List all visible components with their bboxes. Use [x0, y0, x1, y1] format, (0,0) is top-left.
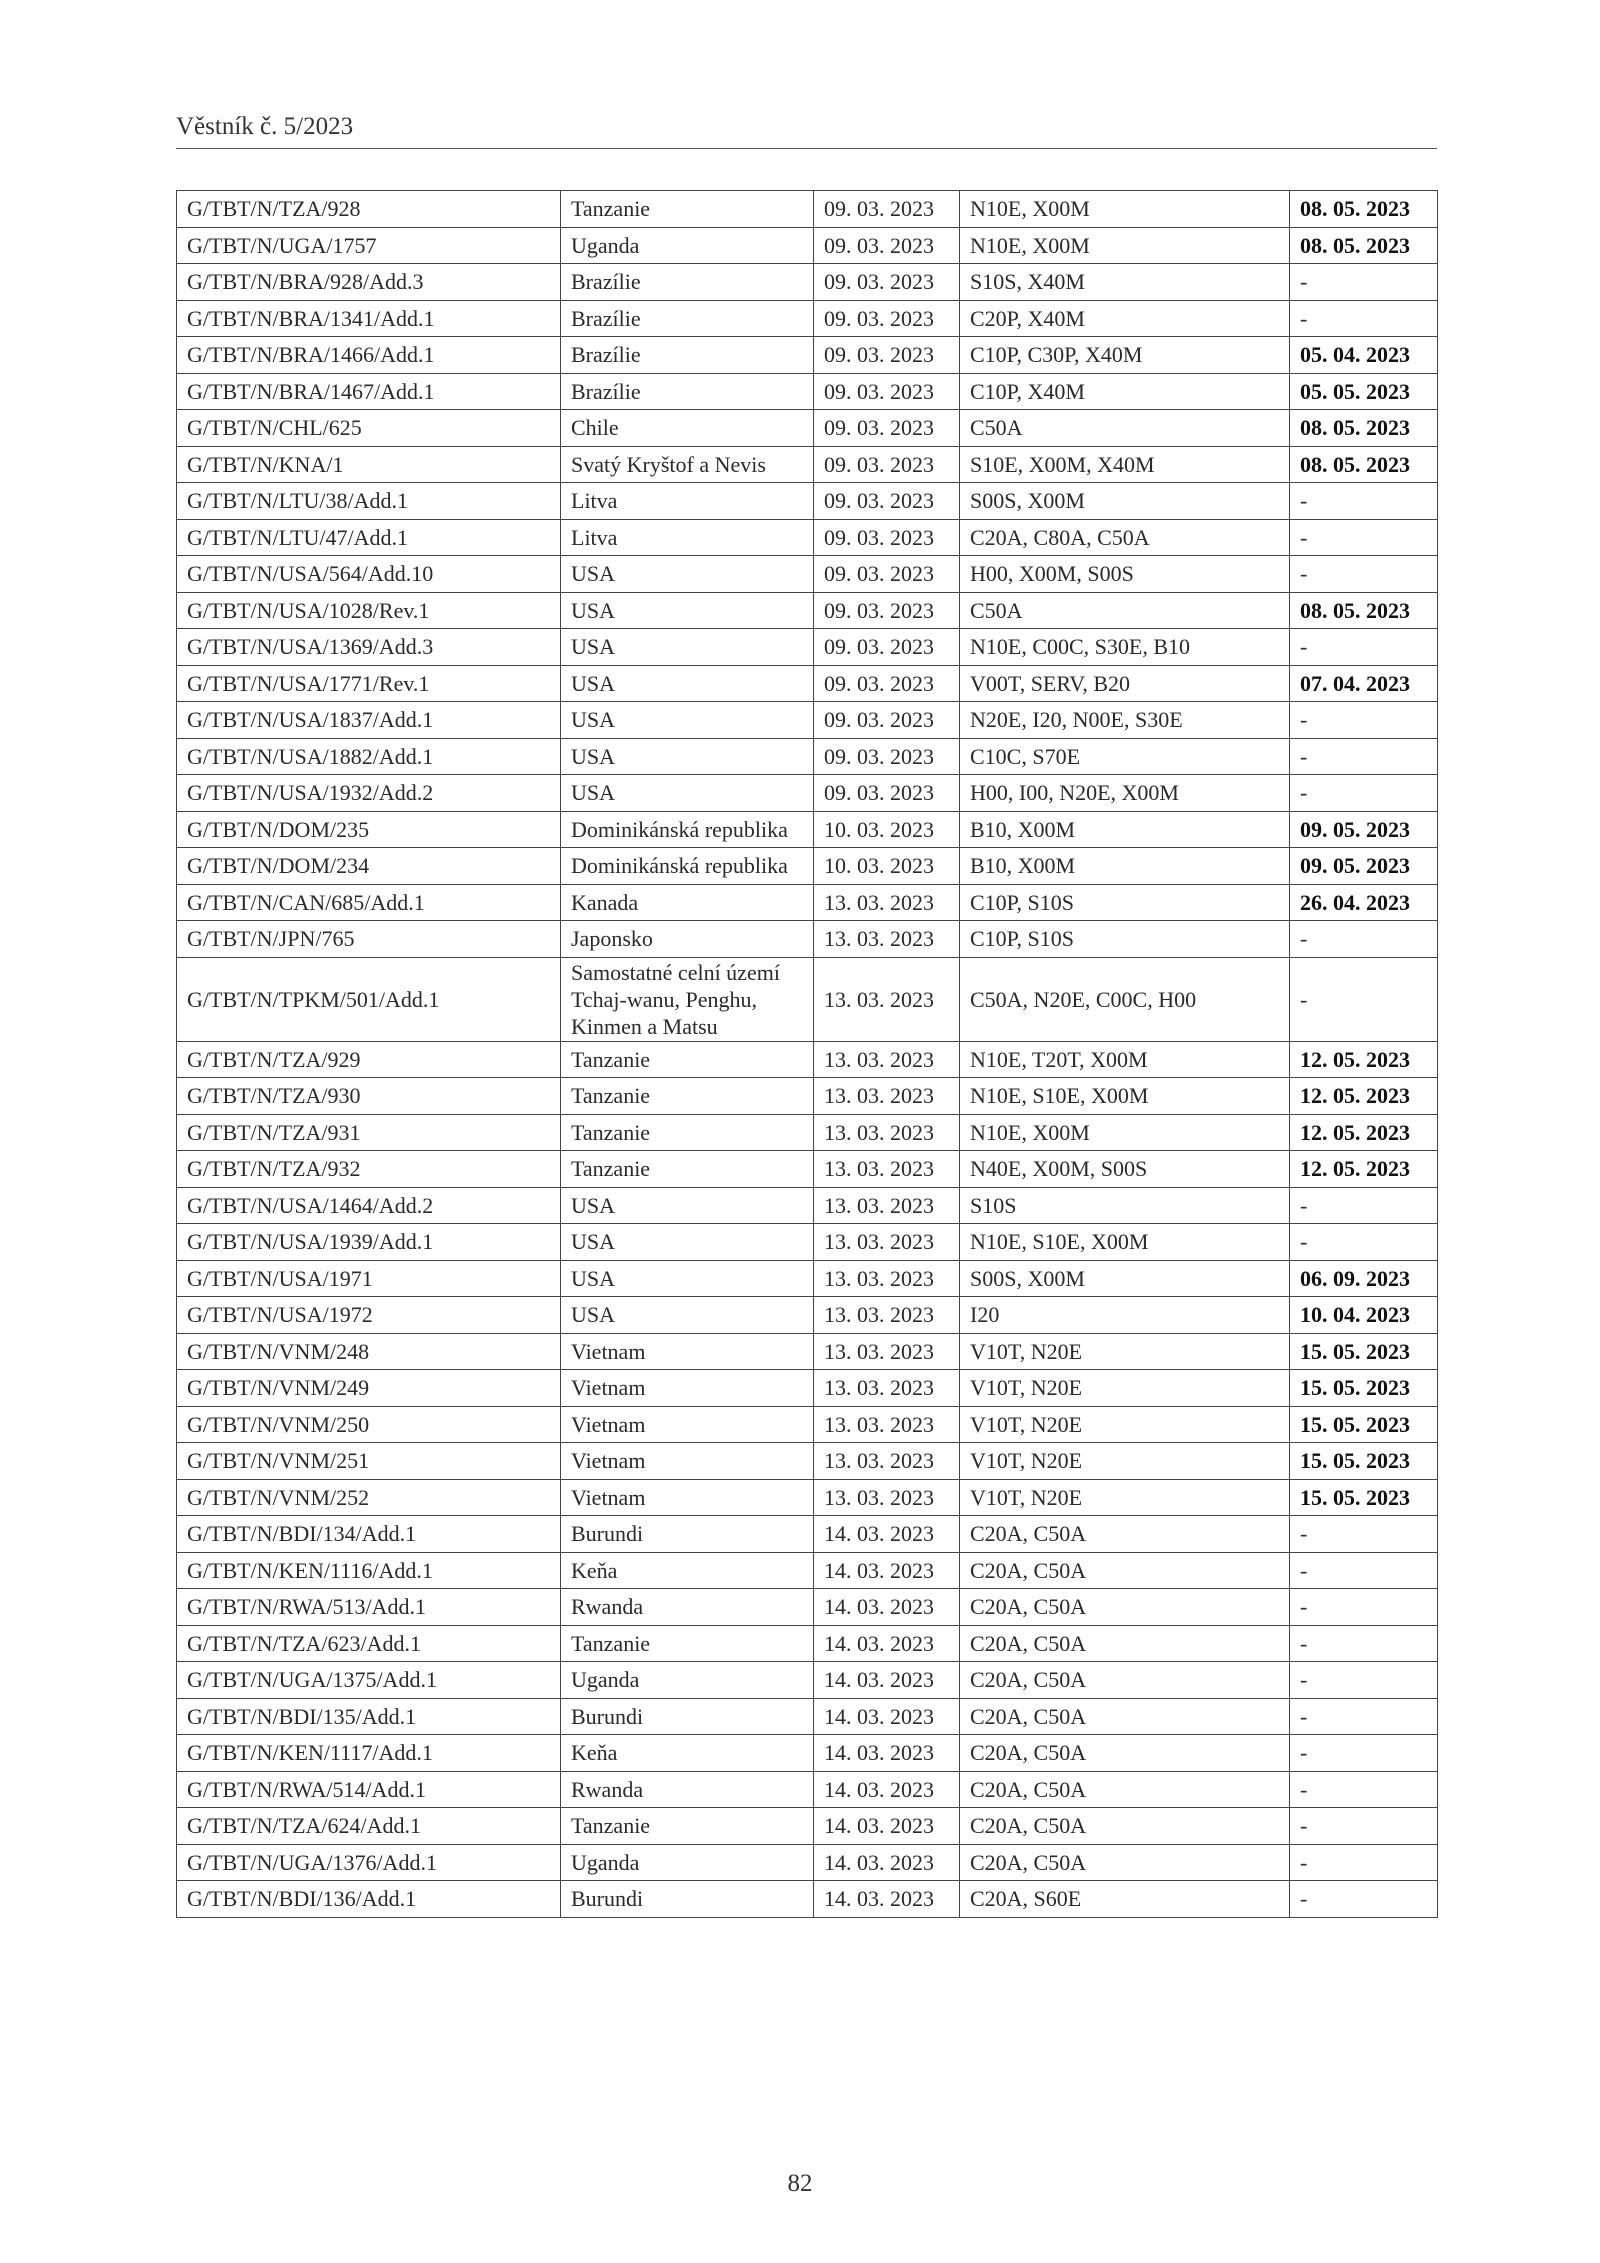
notification-ref-cell: G/TBT/N/BRA/928/Add.3: [177, 264, 561, 301]
notification-ref-cell: G/TBT/N/CHL/625: [177, 410, 561, 447]
country-cell: Vietnam: [561, 1443, 814, 1480]
country-cell: USA: [561, 592, 814, 629]
deadline-cell: 12. 05. 2023: [1290, 1078, 1438, 1115]
codes-cell: C20A, C50A: [960, 1589, 1290, 1626]
notification-ref-cell: G/TBT/N/USA/1882/Add.1: [177, 738, 561, 775]
country-cell: Vietnam: [561, 1370, 814, 1407]
notifications-table: [176, 190, 1438, 1918]
deadline-cell: 15. 05. 2023: [1290, 1443, 1438, 1480]
table-row: [177, 629, 1438, 666]
date-cell: 14. 03. 2023: [814, 1516, 960, 1553]
notification-ref-cell: G/TBT/N/BDI/135/Add.1: [177, 1698, 561, 1735]
date-cell: 14. 03. 2023: [814, 1735, 960, 1772]
country-cell: USA: [561, 629, 814, 666]
country-cell: Dominikánská republika: [561, 811, 814, 848]
country-cell: USA: [561, 738, 814, 775]
notification-ref-cell: G/TBT/N/TZA/929: [177, 1041, 561, 1078]
notification-ref-cell: G/TBT/N/USA/564/Add.10: [177, 556, 561, 593]
date-cell: 09. 03. 2023: [814, 373, 960, 410]
codes-cell: C50A, N20E, C00C, H00: [960, 957, 1290, 1041]
codes-cell: C20A, C50A: [960, 1516, 1290, 1553]
table-row: [177, 1297, 1438, 1334]
date-cell: 13. 03. 2023: [814, 1333, 960, 1370]
table-row: [177, 921, 1438, 958]
country-cell: Rwanda: [561, 1589, 814, 1626]
codes-cell: C10P, C30P, X40M: [960, 337, 1290, 374]
notification-ref-cell: G/TBT/N/TZA/932: [177, 1151, 561, 1188]
notification-ref-cell: G/TBT/N/USA/1464/Add.2: [177, 1187, 561, 1224]
codes-cell: V10T, N20E: [960, 1406, 1290, 1443]
country-cell: USA: [561, 1260, 814, 1297]
table-row: [177, 1516, 1438, 1553]
table-row: [177, 1698, 1438, 1735]
country-cell: Vietnam: [561, 1479, 814, 1516]
deadline-cell: -: [1290, 483, 1438, 520]
deadline-cell: -: [1290, 1735, 1438, 1772]
notification-ref-cell: G/TBT/N/USA/1028/Rev.1: [177, 592, 561, 629]
notification-ref-cell: G/TBT/N/KEN/1117/Add.1: [177, 1735, 561, 1772]
table-row: [177, 1114, 1438, 1151]
deadline-cell: -: [1290, 738, 1438, 775]
codes-cell: N10E, S10E, X00M: [960, 1078, 1290, 1115]
country-cell: Tanzanie: [561, 1041, 814, 1078]
deadline-cell: -: [1290, 264, 1438, 301]
table-row: [177, 519, 1438, 556]
date-cell: 14. 03. 2023: [814, 1881, 960, 1918]
country-cell: Tanzanie: [561, 191, 814, 228]
codes-cell: V10T, N20E: [960, 1370, 1290, 1407]
date-cell: 09. 03. 2023: [814, 665, 960, 702]
notification-ref-cell: G/TBT/N/VNM/251: [177, 1443, 561, 1480]
country-cell: Kanada: [561, 884, 814, 921]
codes-cell: N10E, X00M: [960, 227, 1290, 264]
table-row: [177, 1260, 1438, 1297]
table-row: [177, 1443, 1438, 1480]
notifications-table-body: [177, 191, 1438, 1918]
table-row: [177, 848, 1438, 885]
table-row: [177, 1771, 1438, 1808]
codes-cell: C10C, S70E: [960, 738, 1290, 775]
codes-cell: C10P, S10S: [960, 921, 1290, 958]
deadline-cell: 09. 05. 2023: [1290, 811, 1438, 848]
date-cell: 13. 03. 2023: [814, 1114, 960, 1151]
deadline-cell: 08. 05. 2023: [1290, 410, 1438, 447]
date-cell: 13. 03. 2023: [814, 957, 960, 1041]
deadline-cell: 12. 05. 2023: [1290, 1114, 1438, 1151]
deadline-cell: -: [1290, 1771, 1438, 1808]
country-cell: USA: [561, 1297, 814, 1334]
table-row: [177, 1151, 1438, 1188]
codes-cell: V10T, N20E: [960, 1333, 1290, 1370]
deadline-cell: 26. 04. 2023: [1290, 884, 1438, 921]
deadline-cell: -: [1290, 1589, 1438, 1626]
notification-ref-cell: G/TBT/N/TZA/623/Add.1: [177, 1625, 561, 1662]
date-cell: 10. 03. 2023: [814, 811, 960, 848]
notification-ref-cell: G/TBT/N/DOM/235: [177, 811, 561, 848]
codes-cell: B10, X00M: [960, 848, 1290, 885]
table-row: [177, 264, 1438, 301]
table-row: [177, 1041, 1438, 1078]
date-cell: 13. 03. 2023: [814, 1151, 960, 1188]
table-row: [177, 1808, 1438, 1845]
notification-ref-cell: G/TBT/N/UGA/1757: [177, 227, 561, 264]
page-header: [176, 112, 1437, 149]
date-cell: 09. 03. 2023: [814, 519, 960, 556]
country-cell: Burundi: [561, 1516, 814, 1553]
table-row: [177, 738, 1438, 775]
table-row: [177, 227, 1438, 264]
country-cell: Litva: [561, 483, 814, 520]
country-cell: Brazílie: [561, 373, 814, 410]
deadline-cell: -: [1290, 300, 1438, 337]
country-cell: Uganda: [561, 1844, 814, 1881]
notification-ref-cell: G/TBT/N/BRA/1467/Add.1: [177, 373, 561, 410]
date-cell: 14. 03. 2023: [814, 1844, 960, 1881]
codes-cell: C20A, C50A: [960, 1735, 1290, 1772]
notification-ref-cell: G/TBT/N/VNM/250: [177, 1406, 561, 1443]
date-cell: 09. 03. 2023: [814, 300, 960, 337]
deadline-cell: 06. 09. 2023: [1290, 1260, 1438, 1297]
country-cell: USA: [561, 702, 814, 739]
date-cell: 09. 03. 2023: [814, 446, 960, 483]
table-row: [177, 1589, 1438, 1626]
notification-ref-cell: G/TBT/N/USA/1972: [177, 1297, 561, 1334]
notification-ref-cell: G/TBT/N/BDI/136/Add.1: [177, 1881, 561, 1918]
notification-ref-cell: G/TBT/N/UGA/1375/Add.1: [177, 1662, 561, 1699]
notification-ref-cell: G/TBT/N/DOM/234: [177, 848, 561, 885]
date-cell: 13. 03. 2023: [814, 1078, 960, 1115]
table-row: [177, 811, 1438, 848]
country-cell: USA: [561, 556, 814, 593]
codes-cell: C20A, C50A: [960, 1698, 1290, 1735]
table-row: [177, 665, 1438, 702]
codes-cell: S10S, X40M: [960, 264, 1290, 301]
date-cell: 13. 03. 2023: [814, 884, 960, 921]
date-cell: 09. 03. 2023: [814, 337, 960, 374]
country-cell: Brazílie: [561, 337, 814, 374]
date-cell: 09. 03. 2023: [814, 775, 960, 812]
date-cell: 09. 03. 2023: [814, 410, 960, 447]
codes-cell: C20A, C50A: [960, 1662, 1290, 1699]
date-cell: 14. 03. 2023: [814, 1552, 960, 1589]
notification-ref-cell: G/TBT/N/VNM/248: [177, 1333, 561, 1370]
date-cell: 14. 03. 2023: [814, 1698, 960, 1735]
codes-cell: I20: [960, 1297, 1290, 1334]
table-row: [177, 1552, 1438, 1589]
table-row: [177, 410, 1438, 447]
notification-ref-cell: G/TBT/N/RWA/513/Add.1: [177, 1589, 561, 1626]
date-cell: 14. 03. 2023: [814, 1625, 960, 1662]
country-cell: Tanzanie: [561, 1625, 814, 1662]
table-row: [177, 1881, 1438, 1918]
notification-ref-cell: G/TBT/N/UGA/1376/Add.1: [177, 1844, 561, 1881]
deadline-cell: 09. 05. 2023: [1290, 848, 1438, 885]
codes-cell: H00, I00, N20E, X00M: [960, 775, 1290, 812]
codes-cell: V10T, N20E: [960, 1479, 1290, 1516]
table-row: [177, 592, 1438, 629]
codes-cell: C10P, X40M: [960, 373, 1290, 410]
table-row: [177, 373, 1438, 410]
date-cell: 09. 03. 2023: [814, 556, 960, 593]
deadline-cell: -: [1290, 1552, 1438, 1589]
country-cell: Keňa: [561, 1552, 814, 1589]
deadline-cell: 10. 04. 2023: [1290, 1297, 1438, 1334]
table-row: [177, 1844, 1438, 1881]
codes-cell: N10E, T20T, X00M: [960, 1041, 1290, 1078]
codes-cell: N10E, C00C, S30E, B10: [960, 629, 1290, 666]
notification-ref-cell: G/TBT/N/TZA/928: [177, 191, 561, 228]
table-row: [177, 1625, 1438, 1662]
country-cell: Vietnam: [561, 1333, 814, 1370]
table-row: [177, 1735, 1438, 1772]
date-cell: 09. 03. 2023: [814, 592, 960, 629]
table-row: [177, 446, 1438, 483]
deadline-cell: 15. 05. 2023: [1290, 1333, 1438, 1370]
country-cell: Tanzanie: [561, 1151, 814, 1188]
date-cell: 13. 03. 2023: [814, 1443, 960, 1480]
notification-ref-cell: G/TBT/N/VNM/252: [177, 1479, 561, 1516]
deadline-cell: -: [1290, 1844, 1438, 1881]
date-cell: 14. 03. 2023: [814, 1771, 960, 1808]
country-cell: Uganda: [561, 227, 814, 264]
notification-ref-cell: G/TBT/N/RWA/514/Add.1: [177, 1771, 561, 1808]
notification-ref-cell: G/TBT/N/BRA/1341/Add.1: [177, 300, 561, 337]
date-cell: 09. 03. 2023: [814, 191, 960, 228]
country-cell: Dominikánská republika: [561, 848, 814, 885]
notification-ref-cell: G/TBT/N/VNM/249: [177, 1370, 561, 1407]
country-cell: Tanzanie: [561, 1808, 814, 1845]
codes-cell: S10S: [960, 1187, 1290, 1224]
notification-ref-cell: G/TBT/N/BRA/1466/Add.1: [177, 337, 561, 374]
codes-cell: C50A: [960, 592, 1290, 629]
codes-cell: C20A, C50A: [960, 1552, 1290, 1589]
date-cell: 13. 03. 2023: [814, 1224, 960, 1261]
codes-cell: C20A, C80A, C50A: [960, 519, 1290, 556]
country-cell: Japonsko: [561, 921, 814, 958]
table-row: [177, 1078, 1438, 1115]
notification-ref-cell: G/TBT/N/LTU/38/Add.1: [177, 483, 561, 520]
notification-ref-cell: G/TBT/N/USA/1771/Rev.1: [177, 665, 561, 702]
date-cell: 13. 03. 2023: [814, 1370, 960, 1407]
table-row: [177, 300, 1438, 337]
date-cell: 09. 03. 2023: [814, 702, 960, 739]
table-row: [177, 1224, 1438, 1261]
date-cell: 13. 03. 2023: [814, 1479, 960, 1516]
notification-ref-cell: G/TBT/N/USA/1932/Add.2: [177, 775, 561, 812]
deadline-cell: -: [1290, 702, 1438, 739]
codes-cell: N10E, S10E, X00M: [960, 1224, 1290, 1261]
date-cell: 09. 03. 2023: [814, 264, 960, 301]
notification-ref-cell: G/TBT/N/JPN/765: [177, 921, 561, 958]
table-row: [177, 337, 1438, 374]
notification-ref-cell: G/TBT/N/TPKM/501/Add.1: [177, 957, 561, 1041]
codes-cell: C50A: [960, 410, 1290, 447]
codes-cell: B10, X00M: [960, 811, 1290, 848]
date-cell: 13. 03. 2023: [814, 1297, 960, 1334]
table-row: [177, 1406, 1438, 1443]
deadline-cell: -: [1290, 921, 1438, 958]
deadline-cell: -: [1290, 1808, 1438, 1845]
codes-cell: C20P, X40M: [960, 300, 1290, 337]
country-cell: Chile: [561, 410, 814, 447]
codes-cell: H00, X00M, S00S: [960, 556, 1290, 593]
deadline-cell: -: [1290, 1662, 1438, 1699]
notification-ref-cell: G/TBT/N/LTU/47/Add.1: [177, 519, 561, 556]
table-row: [177, 1479, 1438, 1516]
table-row: [177, 483, 1438, 520]
country-cell: Tanzanie: [561, 1078, 814, 1115]
date-cell: 13. 03. 2023: [814, 1187, 960, 1224]
table-row: [177, 957, 1438, 1041]
deadline-cell: 05. 05. 2023: [1290, 373, 1438, 410]
table-row: [177, 702, 1438, 739]
codes-cell: N10E, X00M: [960, 191, 1290, 228]
notification-ref-cell: G/TBT/N/USA/1971: [177, 1260, 561, 1297]
date-cell: 10. 03. 2023: [814, 848, 960, 885]
deadline-cell: -: [1290, 556, 1438, 593]
codes-cell: N20E, I20, N00E, S30E: [960, 702, 1290, 739]
deadline-cell: 15. 05. 2023: [1290, 1406, 1438, 1443]
date-cell: 09. 03. 2023: [814, 629, 960, 666]
codes-cell: N40E, X00M, S00S: [960, 1151, 1290, 1188]
deadline-cell: 12. 05. 2023: [1290, 1041, 1438, 1078]
codes-cell: S00S, X00M: [960, 483, 1290, 520]
date-cell: 14. 03. 2023: [814, 1589, 960, 1626]
deadline-cell: -: [1290, 1698, 1438, 1735]
country-cell: USA: [561, 1224, 814, 1261]
country-cell: Keňa: [561, 1735, 814, 1772]
country-cell: Brazílie: [561, 300, 814, 337]
notification-ref-cell: G/TBT/N/TZA/624/Add.1: [177, 1808, 561, 1845]
table-row: [177, 884, 1438, 921]
codes-cell: C10P, S10S: [960, 884, 1290, 921]
date-cell: 13. 03. 2023: [814, 1260, 960, 1297]
country-cell: Samostatné celní území Tchaj-wanu, Penghu, Kinmen a Matsu: [561, 957, 814, 1041]
table-row: [177, 191, 1438, 228]
notification-ref-cell: G/TBT/N/KEN/1116/Add.1: [177, 1552, 561, 1589]
deadline-cell: 12. 05. 2023: [1290, 1151, 1438, 1188]
table-row: [177, 775, 1438, 812]
country-cell: Burundi: [561, 1698, 814, 1735]
date-cell: 13. 03. 2023: [814, 1041, 960, 1078]
deadline-cell: 07. 04. 2023: [1290, 665, 1438, 702]
deadline-cell: -: [1290, 1516, 1438, 1553]
notification-ref-cell: G/TBT/N/TZA/930: [177, 1078, 561, 1115]
deadline-cell: -: [1290, 1187, 1438, 1224]
date-cell: 14. 03. 2023: [814, 1808, 960, 1845]
country-cell: Tanzanie: [561, 1114, 814, 1151]
deadline-cell: -: [1290, 775, 1438, 812]
codes-cell: S10E, X00M, X40M: [960, 446, 1290, 483]
deadline-cell: -: [1290, 1625, 1438, 1662]
table-row: [177, 1370, 1438, 1407]
country-cell: USA: [561, 1187, 814, 1224]
deadline-cell: -: [1290, 629, 1438, 666]
codes-cell: C20A, C50A: [960, 1808, 1290, 1845]
country-cell: USA: [561, 775, 814, 812]
deadline-cell: 08. 05. 2023: [1290, 446, 1438, 483]
notification-ref-cell: G/TBT/N/TZA/931: [177, 1114, 561, 1151]
table-row: [177, 556, 1438, 593]
codes-cell: C20A, C50A: [960, 1844, 1290, 1881]
deadline-cell: -: [1290, 1881, 1438, 1918]
date-cell: 14. 03. 2023: [814, 1662, 960, 1699]
table-row: [177, 1333, 1438, 1370]
deadline-cell: -: [1290, 519, 1438, 556]
country-cell: Brazílie: [561, 264, 814, 301]
deadline-cell: 08. 05. 2023: [1290, 227, 1438, 264]
country-cell: Uganda: [561, 1662, 814, 1699]
notification-ref-cell: G/TBT/N/USA/1369/Add.3: [177, 629, 561, 666]
country-cell: Svatý Kryštof a Nevis: [561, 446, 814, 483]
notification-ref-cell: G/TBT/N/USA/1939/Add.1: [177, 1224, 561, 1261]
codes-cell: V10T, N20E: [960, 1443, 1290, 1480]
codes-cell: C20A, C50A: [960, 1625, 1290, 1662]
notification-ref-cell: G/TBT/N/USA/1837/Add.1: [177, 702, 561, 739]
notification-ref-cell: G/TBT/N/KNA/1: [177, 446, 561, 483]
deadline-cell: 08. 05. 2023: [1290, 592, 1438, 629]
date-cell: 09. 03. 2023: [814, 227, 960, 264]
country-cell: Litva: [561, 519, 814, 556]
deadline-cell: 15. 05. 2023: [1290, 1370, 1438, 1407]
codes-cell: N10E, X00M: [960, 1114, 1290, 1151]
deadline-cell: 05. 04. 2023: [1290, 337, 1438, 374]
codes-cell: S00S, X00M: [960, 1260, 1290, 1297]
country-cell: Burundi: [561, 1881, 814, 1918]
country-cell: Rwanda: [561, 1771, 814, 1808]
country-cell: USA: [561, 665, 814, 702]
date-cell: 13. 03. 2023: [814, 1406, 960, 1443]
date-cell: 13. 03. 2023: [814, 921, 960, 958]
page-number: 82: [787, 2170, 813, 2197]
codes-cell: C20A, C50A: [960, 1771, 1290, 1808]
deadline-cell: -: [1290, 957, 1438, 1041]
notification-ref-cell: G/TBT/N/BDI/134/Add.1: [177, 1516, 561, 1553]
publication-title: Věstník č. 5/2023: [176, 113, 354, 140]
codes-cell: C20A, S60E: [960, 1881, 1290, 1918]
date-cell: 09. 03. 2023: [814, 738, 960, 775]
country-cell: Vietnam: [561, 1406, 814, 1443]
deadline-cell: -: [1290, 1224, 1438, 1261]
deadline-cell: 15. 05. 2023: [1290, 1479, 1438, 1516]
notification-ref-cell: G/TBT/N/CAN/685/Add.1: [177, 884, 561, 921]
table-row: [177, 1187, 1438, 1224]
date-cell: 09. 03. 2023: [814, 483, 960, 520]
deadline-cell: 08. 05. 2023: [1290, 191, 1438, 228]
codes-cell: V00T, SERV, B20: [960, 665, 1290, 702]
table-row: [177, 1662, 1438, 1699]
